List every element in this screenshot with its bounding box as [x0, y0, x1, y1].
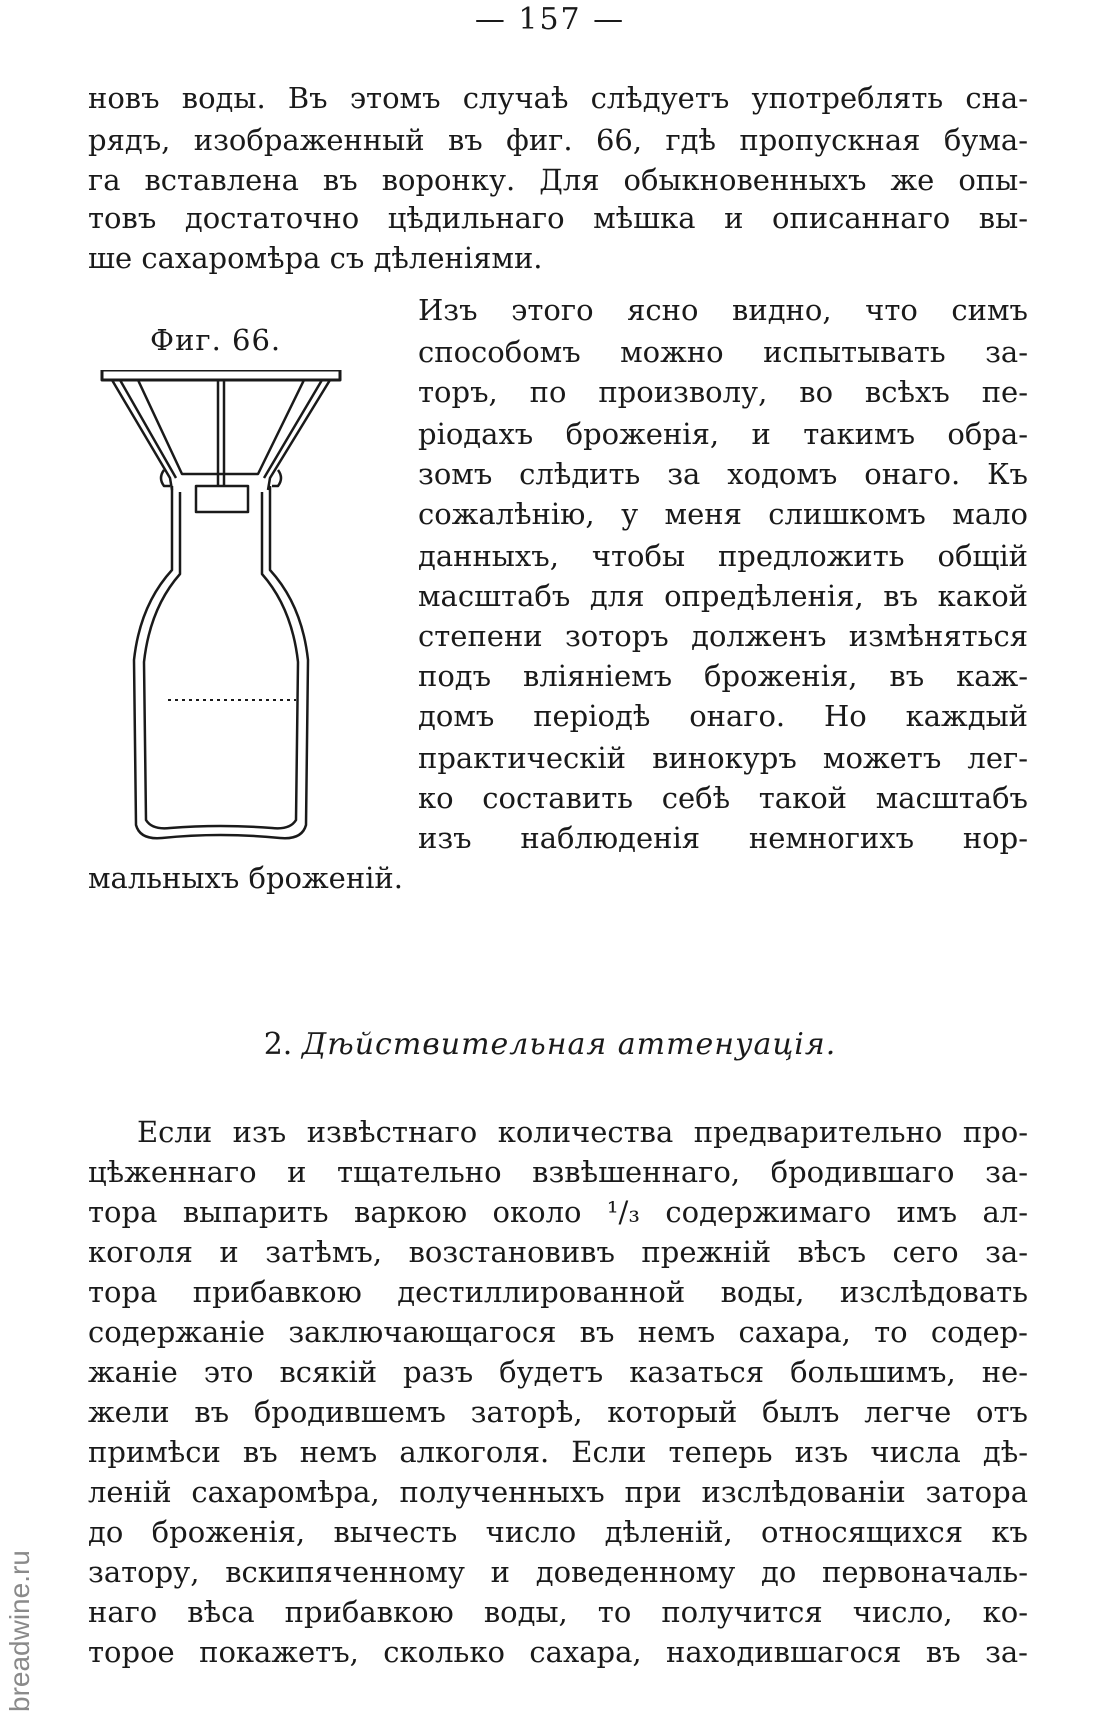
text-line: масштабъ для опредѣленія, въ какой [418, 579, 1028, 613]
text-line: степени зоторъ долженъ измѣняться [418, 619, 1028, 653]
section-title: Дѣйствительная аттенуація. [301, 1027, 837, 1062]
text-line: товъ достаточно цѣдильнаго мѣшка и описаннаго вы- [88, 201, 1028, 235]
text-line: рядъ, изображенный въ фиг. 66, гдѣ пропускная бума- [88, 123, 1028, 157]
text-line: практическій винокуръ можетъ лег- [418, 741, 1028, 775]
text-line: тора выпарить варкою около ¹/₃ содержимаго имъ ал- [88, 1195, 1028, 1229]
text-line: мальныхъ броженій. [88, 861, 403, 895]
text-line: торъ, по произволу, во всѣхъ пе- [418, 375, 1028, 409]
text-line: способомъ можно испытывать за- [418, 335, 1028, 369]
text-line: цѣженнаго и тщательно взвѣшеннаго, бродившаго за- [88, 1155, 1028, 1189]
text-line: наго вѣса прибавкою воды, то получится число, ко- [88, 1595, 1028, 1629]
text-line: леній сахаромѣра, полученныхъ при изслѣдованіи затора [88, 1475, 1028, 1509]
text-line: зомъ слѣдить за ходомъ онаго. Къ [418, 457, 1028, 491]
text-line: жели въ бродившемъ заторѣ, который былъ легче отъ [88, 1395, 1028, 1429]
figure-66 [100, 370, 390, 890]
text-line: ріодахъ броженія, и такимъ обра- [418, 417, 1028, 451]
section-number: 2. [263, 1027, 293, 1062]
section-heading [0, 1025, 1100, 1065]
text-line: жаніе это всякій разъ будетъ казаться большимъ, не- [88, 1355, 1028, 1389]
text-line: сожалѣнію, у меня слишкомъ мало [418, 497, 1028, 531]
text-line: содержаніе заключающагося въ немъ сахара, то содер- [88, 1315, 1028, 1349]
text-line: ко составить себѣ такой масштабъ [418, 781, 1028, 815]
text-line: ше сахаромѣра съ дѣленіями. [88, 241, 543, 275]
text-line: Если изъ извѣстнаго количества предварительно про- [137, 1115, 1028, 1149]
funnel-bottle-icon [100, 370, 390, 890]
text-line: примѣси въ немъ алкоголя. Если теперь изъ числа дѣ- [88, 1435, 1028, 1469]
text-line: до броженія, вычесть число дѣленій, относящихся къ [88, 1515, 1028, 1549]
text-line: торое покажетъ, сколько сахара, находившагося въ за- [88, 1635, 1028, 1669]
text-line: новъ воды. Въ этомъ случаѣ слѣдуетъ употреблять сна- [88, 81, 1028, 115]
text-line: данныхъ, чтобы предложить общій [418, 539, 1028, 573]
text-line: Изъ этого ясно видно, что симъ [418, 293, 1028, 327]
text-line: га вставлена въ воронку. Для обыкновенныхъ же опы- [88, 163, 1028, 197]
watermark: breadwine.ru [4, 1550, 35, 1712]
text-line: изъ наблюденія немногихъ нор- [418, 821, 1028, 855]
text-line: домъ періодѣ онаго. Но каждый [418, 699, 1028, 733]
figure-caption: Фиг. 66. [150, 323, 282, 357]
text-line: затору, вскипяченному и доведенному до первоначаль- [88, 1555, 1028, 1589]
page-number: — 157 — [474, 2, 626, 37]
text-line: коголя и затѣмъ, возстановивъ прежній вѣсъ сего за- [88, 1235, 1028, 1269]
text-line: тора прибавкою дестиллированной воды, изслѣдовать [88, 1275, 1028, 1309]
text-line: подъ вліяніемъ броженія, въ каж- [418, 659, 1028, 693]
